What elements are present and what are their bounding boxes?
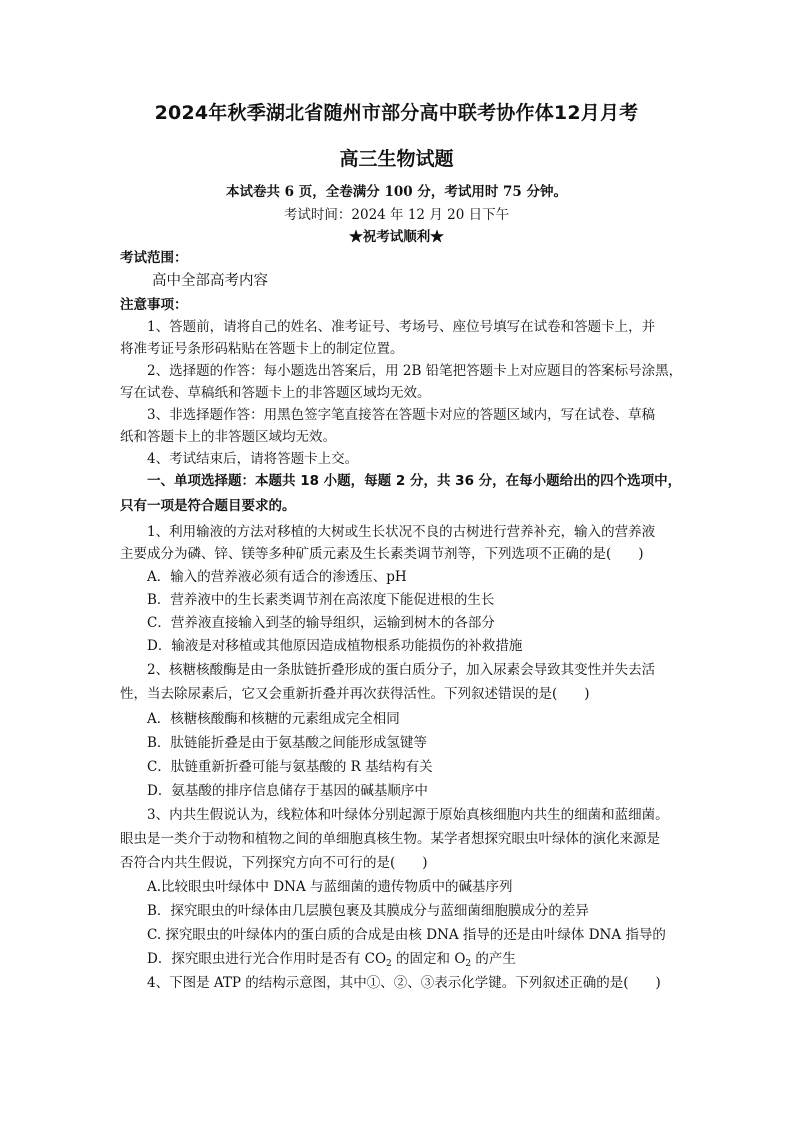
exam-info-time: 考试时间：2024 年 12 月 20 日下午 (283, 207, 510, 223)
q3-stem-line-2: 眼虫是一类介于动物和植物之间的单细胞真核生物。某学者想探究眼虫叶绿体的演化来源是 (120, 831, 660, 847)
q2-stem-line-2: 性，当去除尿素后，它又会重新折叠并再次获得活性。下列叙述错误的是( ) (120, 686, 590, 702)
notes-label: 注意事项： (120, 297, 188, 313)
exam-title: 2024年秋季湖北省随州市部分高中联考协作体12月月考 (154, 102, 639, 124)
q2-stem-line-1: 2、核糖核酸酶是由一条肽链折叠形成的蛋白质分子，加入尿素会导致其变性并失去活 (147, 662, 656, 678)
q2-option-b: B．肽链能折叠是由于氨基酸之间能形成氢键等 (147, 735, 427, 751)
scope-content: 高中全部高考内容 (152, 273, 268, 289)
q3-stem-line-1: 3、内共生假说认为，线粒体和叶绿体分别起源于原始真核细胞内共生的细菌和蓝细菌。 (147, 807, 669, 823)
note-1-line-2: 将准考证号条形码粘贴在答题卡上的制定位置。 (120, 341, 404, 357)
note-3-line-2: 纸和答题卡上的非答题区域均无效。 (120, 429, 336, 445)
q1-option-b: B．营养液中的生长素类调节剂在高浓度下能促进根的生长 (147, 592, 495, 608)
exam-subtitle: 高三生物试题 (339, 148, 454, 170)
q2-option-d: D．氨基酸的排序信息储存于基因的碱基顺序中 (147, 783, 428, 799)
q3-stem-line-3: 否符合内共生假说，下列探究方向不可行的是( ) (120, 855, 428, 871)
section-1-heading-prefix: 一、单项选择题： (147, 473, 255, 489)
q3-option-d-pre: D．探究眼虫进行光合作用时是否有 CO (147, 951, 387, 967)
section-1-heading (147, 472, 707, 490)
q2-option-c: C．肽链重新折叠可能与氨基酸的 R 基结构有关 (147, 759, 433, 775)
q4-stem: 4、下图是 ATP 的结构示意图，其中①、②、③表示化学键。下列叙述正确的是( ) (147, 975, 661, 991)
q3-option-c: C. 探究眼虫的叶绿体内的蛋白质的合成是由核 DNA 指导的还是由叶绿体 DNA 指导的 (147, 927, 666, 943)
q3-option-d (147, 950, 707, 968)
blessing-text: ★祝考试顺利★ (349, 229, 444, 245)
note-2-line-1: 2、选择题的作答：每小题选出答案后，用 2B 铅笔把答题卡上对应题目的答案标号涂黑， (147, 363, 683, 379)
q1-option-a: A．输入的营养液必须有适合的渗透压、pH (147, 569, 407, 585)
note-2-line-2: 写在试卷、草稿纸和答题卡上的非答题区域均无效。 (120, 385, 431, 401)
q3-option-d-sub-1: 2 (386, 959, 392, 969)
q1-option-c: C．营养液直接输入到茎的输导组织，运输到树木的各部分 (147, 615, 495, 631)
note-3-line-1: 3、非选择题作答：用黑色签字笔直接答在答题卡对应的答题区域内，写在试卷、草稿 (147, 407, 656, 423)
section-1-heading-line-2: 只有一项是符合题目要求的。 (120, 498, 296, 514)
q3-option-d-post: 的产生 (471, 951, 516, 967)
q2-option-a: A．核糖核酸酶和核糖的元素组成完全相同 (147, 711, 400, 727)
q1-stem-line-2: 主要成分为磷、锌、镁等多种矿质元素及生长素类调节剂等，下列选项不正确的是( ) (120, 546, 644, 562)
q3-option-d-mid: 的固定和 O (391, 951, 466, 967)
exam-info-pages: 本试卷共 6 页，全卷满分 100 分，考试用时 75 分钟。 (225, 184, 568, 200)
q3-option-a: A.比较眼虫叶绿体中 DNA 与蓝细菌的遗传物质中的碱基序列 (147, 879, 513, 895)
q3-option-b: B．探究眼虫的叶绿体由几层膜包裹及其膜成分与蓝细菌细胞膜成分的差异 (147, 903, 589, 919)
q1-stem-line-1: 1、利用输液的方法对移植的大树或生长状况不良的古树进行营养补充，输入的营养液 (147, 524, 656, 540)
note-4: 4、考试结束后，请将答题卡上交。 (147, 451, 359, 467)
scope-label: 考试范围： (120, 250, 188, 266)
q3-option-d-sub-2: 2 (465, 959, 472, 969)
section-1-heading-rest: 本题共 18 小题，每题 2 分，共 36 分，在每小题给出的四个选项中， (255, 473, 682, 489)
note-1-line-1: 1、答题前，请将自己的姓名、准考证号、考场号、座位号填写在试卷和答题卡上，并 (147, 319, 656, 335)
q1-option-d: D．输液是对移植或其他原因造成植物根系功能损伤的补救措施 (147, 638, 523, 654)
